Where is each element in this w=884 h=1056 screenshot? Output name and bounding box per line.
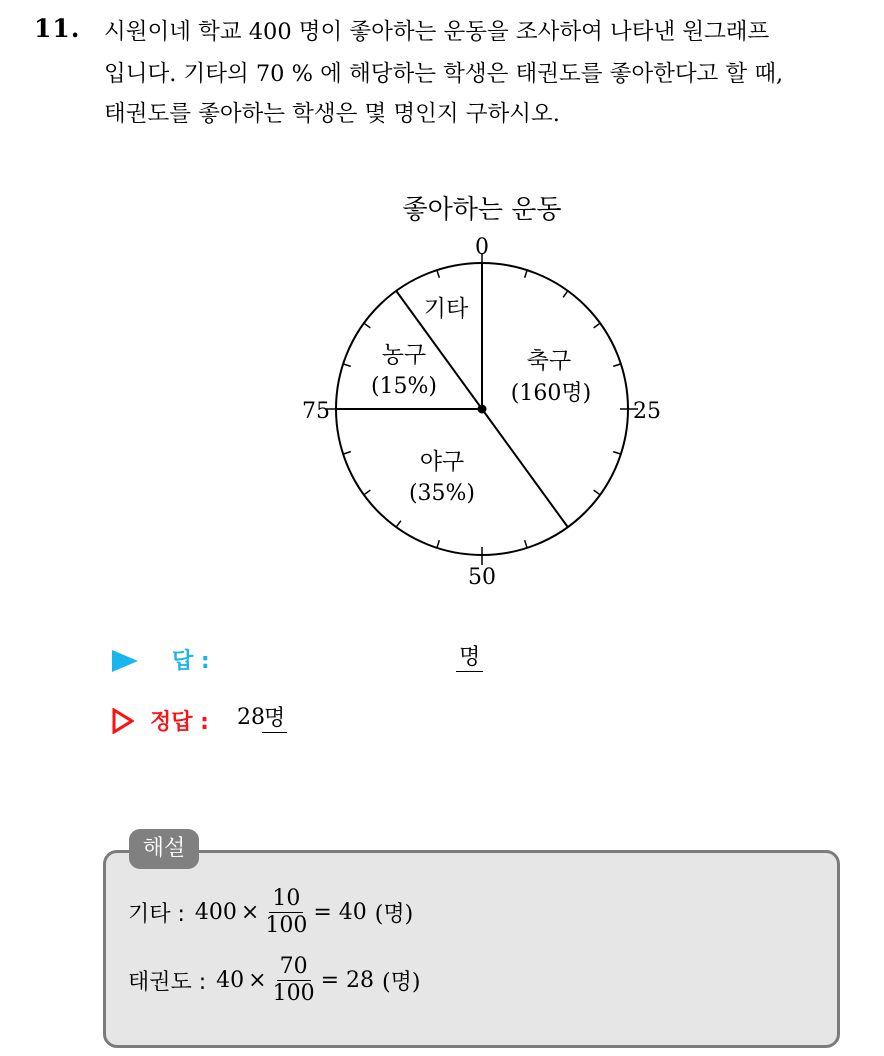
explanation-equation-2 <box>128 954 420 1007</box>
pie-tick <box>525 540 527 548</box>
pie-tick <box>437 270 439 278</box>
explanation-equation-1 <box>128 886 413 939</box>
eq1-prefix: 기타 : <box>128 902 185 927</box>
question-line-3: 태권도를 좋아하는 학생은 몇 명인지 구하시오. <box>104 101 560 127</box>
eq2-op: × <box>248 968 267 993</box>
scale-label-25: 25 <box>633 399 661 424</box>
eq2-numerator: 70 <box>277 954 311 981</box>
eq2-prefix: 태권도 : <box>128 970 207 995</box>
pie-tick <box>525 270 527 278</box>
scale-label-75: 75 <box>302 399 330 424</box>
eq1-numerator: 10 <box>269 886 303 913</box>
pie-tick <box>613 452 621 454</box>
eq1-a: 400 <box>194 900 237 925</box>
pie-tick <box>343 452 351 454</box>
pie-tick <box>613 364 621 366</box>
answer-arrow-icon <box>112 650 138 672</box>
scale-label-0: 0 <box>475 235 489 260</box>
eq2-a: 40 <box>216 968 245 993</box>
answer-blank-unit: 명 <box>456 644 483 672</box>
correct-arrow-icon <box>112 708 134 734</box>
explanation-tag: 해설 <box>129 829 199 869</box>
question-line-2: 입니다. 기타의 70 % 에 해당하는 학생은 태권도를 좋아한다고 할 때, <box>104 61 784 87</box>
pie-tick <box>594 490 600 495</box>
eq1-fraction <box>265 886 307 939</box>
slice-name-other: 기타 <box>423 296 469 322</box>
question-number: 11. <box>34 14 81 43</box>
question-line-1: 시원이네 학교 400 명이 좋아하는 운동을 조사하여 나타낸 원그래프 <box>104 19 770 45</box>
pie-tick <box>563 291 568 297</box>
eq2-unit: (명) <box>382 970 421 995</box>
correct-label: 정답 : <box>150 710 209 735</box>
chart-title: 좋아하는 운동 <box>402 195 562 225</box>
explanation-box <box>103 850 840 1048</box>
slice-name-basketball: 농구 <box>381 342 427 368</box>
correct-unit: 명 <box>264 706 286 731</box>
slice-value-soccer: (160명) <box>510 381 592 406</box>
pie-tick <box>437 540 439 548</box>
eq1-unit: (명) <box>374 902 414 927</box>
pie-tick <box>364 323 370 328</box>
pie-tick <box>396 521 401 527</box>
slice-value-baseball: (35%) <box>408 481 476 506</box>
pie-tick <box>594 323 600 328</box>
pie-tick <box>343 364 351 366</box>
eq2-denominator: 100 <box>272 981 315 1006</box>
eq1-denominator: 100 <box>265 913 308 938</box>
pie-tick <box>364 490 370 495</box>
eq1-op: × <box>240 900 260 925</box>
answer-label: 답 : <box>172 649 210 674</box>
slice-name-soccer: 축구 <box>526 348 572 374</box>
pie-slice-boundary-1 <box>482 409 568 527</box>
correct-value: 28 <box>237 705 265 730</box>
eq1-result: = 40 <box>313 900 367 925</box>
eq2-fraction <box>273 954 315 1007</box>
slice-value-basketball: (15%) <box>370 374 438 399</box>
scale-label-50: 50 <box>468 565 496 590</box>
eq2-result: = 28 <box>320 968 375 993</box>
slice-name-baseball: 야구 <box>419 449 465 475</box>
pie-center-dot <box>478 405 487 414</box>
